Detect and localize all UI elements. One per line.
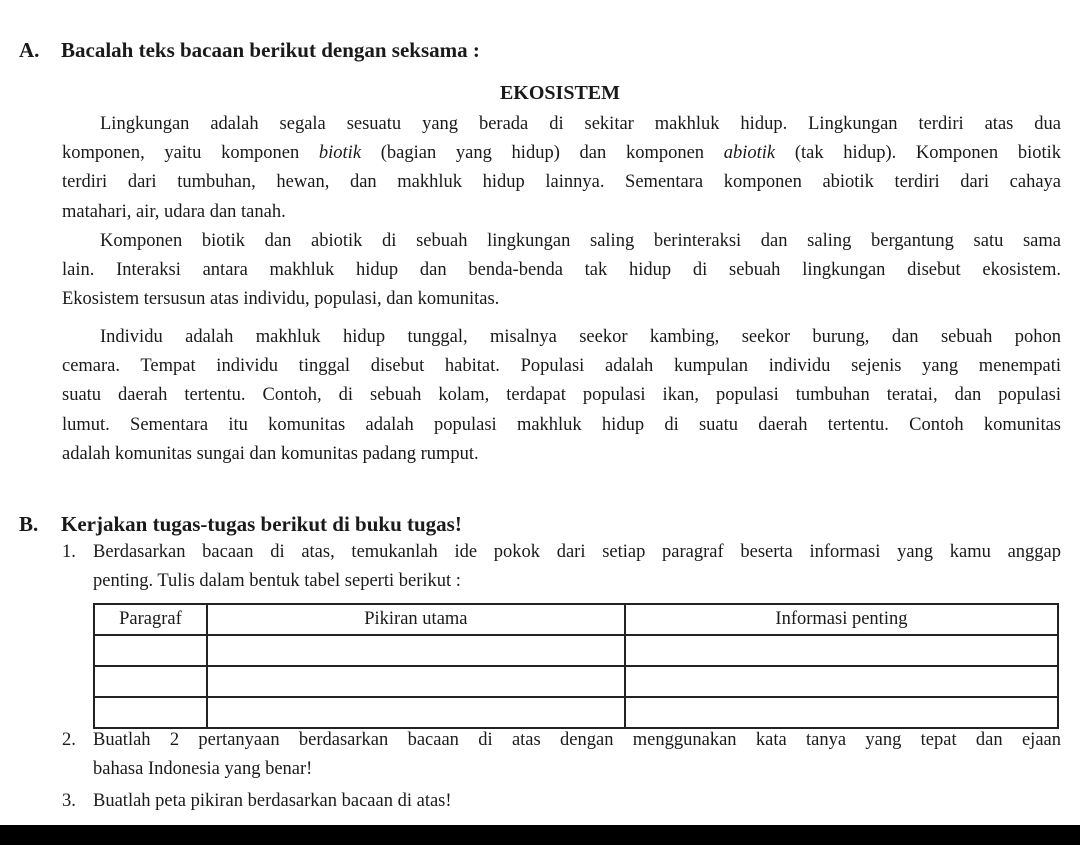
table-row [94,666,1058,697]
paragraph-2 [62,227,1061,315]
task-line: penting. Tulis dalam bentuk tabel seperti berikut : [93,571,461,591]
paragraph-line: Ekosistem tersusun atas individu, populasi, dan komunitas. [62,289,500,310]
reading-title: EKOSISTEM [499,82,621,104]
table-cell [625,697,1058,728]
table-header-informasi-penting: Informasi penting [625,604,1058,635]
paragraph-line: terdiri dari tumbuhan, hewan, dan makhluk hidup lainnya. Sementara komponen abiotik terdiri dari cahaya [62,172,1061,193]
table-cell [625,635,1058,666]
table-cell [207,666,625,697]
table-cell [94,635,207,666]
task-line: Buatlah 2 pertanyaan berdasarkan bacaan di atas dengan menggunakan kata tanya yang tepat dan ejaan [93,730,1061,750]
paragraph-line: cemara. Tempat individu tinggal disebut habitat. Populasi adalah kumpulan individu sejenis yang menempati [62,356,1061,377]
task-number: 2. [62,730,76,750]
table-cell [207,697,625,728]
table-header-paragraf: Paragraf [94,604,207,635]
table-cell [94,666,207,697]
table-row [94,697,1058,728]
table-cell [207,635,625,666]
paragraph-line: matahari, air, udara dan tanah. [62,201,286,222]
section-a-title: Bacalah teks bacaan berikut dengan seksama : [61,38,480,62]
paragraph-line: lain. Interaksi antara makhluk hidup dan benda-benda tak hidup di sebuah lingkungan disebut ekosistem. [62,260,1061,281]
paragraph-1 [62,110,1061,227]
section-a-marker: A. [19,38,40,62]
main-idea-table [93,603,1059,729]
task-line: Berdasarkan bacaan di atas, temukanlah ide pokok dari setiap paragraf beserta informasi yang kamu anggap [93,542,1061,562]
section-b-heading [19,512,462,537]
table-header-row [94,604,1058,635]
section-b-title: Kerjakan tugas-tugas berikut di buku tugas! [61,512,462,536]
paragraph-line: suatu daerah tertentu. Contoh, di sebuah kolam, terdapat populasi ikan, populasi tumbuhan teratai, dan populasi [62,385,1061,406]
task-number: 1. [62,542,76,562]
paragraph-line: lumut. Sementara itu komunitas adalah populasi makhluk hidup di suatu daerah tertentu. Contoh komunitas [62,414,1061,435]
paragraph-line: Komponen biotik dan abiotik di sebuah lingkungan saling berinteraksi dan saling bergantung satu sama [100,231,1061,251]
task-number: 3. [62,791,76,811]
table-header-pikiran-utama: Pikiran utama [207,604,625,635]
table-cell [625,666,1058,697]
section-b-marker: B. [19,512,39,536]
section-a-heading [19,38,480,63]
paragraph-line: Individu adalah makhluk hidup tunggal, misalnya seekor kambing, seekor burung, dan sebuah pohon [100,327,1061,347]
table-row [94,635,1058,666]
paragraph-3 [62,323,1061,469]
task-line: Buatlah peta pikiran berdasarkan bacaan di atas! [93,791,452,811]
paragraph-line: komponen, yaitu komponen biotik (bagian yang hidup) dan komponen abiotik (tak hidup). Komponen biotik [62,143,1061,164]
paragraph-line: Lingkungan adalah segala sesuatu yang berada di sekitar makhluk hidup. Lingkungan terdiri atas dua [100,114,1061,134]
table-cell [94,697,207,728]
bottom-black-bar [0,825,1080,845]
task-line: bahasa Indonesia yang benar! [93,759,313,779]
paragraph-line: adalah komunitas sungai dan komunitas padang rumput. [62,443,479,464]
